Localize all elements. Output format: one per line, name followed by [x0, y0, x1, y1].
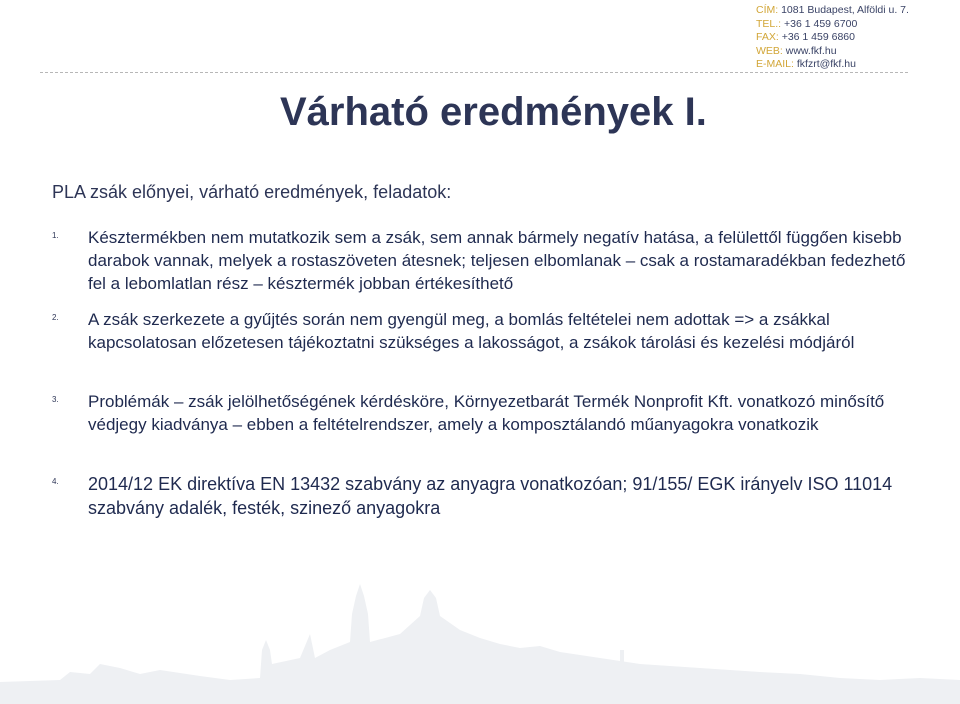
slide-title: Várható eredmények I.	[280, 90, 707, 134]
list-item	[52, 390, 912, 436]
contact-label: TEL.:	[756, 17, 782, 30]
contact-value: +36 1 459 6860	[781, 31, 855, 44]
contact-block	[756, 4, 909, 72]
contact-email	[756, 58, 909, 72]
list-item-text: 2014/12 EK direktíva EN 13432 szabvány az anyagra vonatkozóan; 91/155/ EGK irányelv ISO 11014 szabvány adalék, festék, szinező anyagokra	[88, 474, 893, 518]
list-item-text: Késztermékben nem mutatkozik sem a zsák, sem annak bármely negatív hatása, a felülettől függően kisebb darabok vannak, melyek a rostaszöveten átesnek; teljesen elbomlanak – csak a rostamaradékban fedezhető fel a lebomlatlan rész – késztermék jobban értékesíthető	[88, 228, 906, 293]
contact-label: FAX:	[756, 31, 779, 44]
contact-value: www.fkf.hu	[785, 44, 837, 57]
contact-web	[756, 45, 909, 59]
contact-label: WEB:	[756, 44, 783, 57]
list-item	[52, 308, 912, 354]
contact-value: 1081 Budapest, Alföldi u. 7.	[781, 4, 909, 16]
budapest-skyline-watermark	[0, 554, 960, 704]
list-item-number: 3.	[52, 395, 59, 404]
header-divider	[40, 72, 908, 73]
list-item	[52, 472, 912, 520]
list-item-number: 4.	[52, 477, 59, 486]
contact-value: fkfzrt@fkf.hu	[796, 58, 856, 71]
contact-address	[756, 4, 909, 18]
list-item	[52, 226, 912, 295]
slide-subtitle: PLA zsák előnyei, várható eredmények, feladatok:	[52, 182, 452, 202]
contact-label: CÍM:	[756, 4, 779, 16]
list-item-number: 2.	[52, 313, 59, 322]
contact-phone	[756, 18, 909, 32]
list-item-number: 1.	[52, 231, 59, 240]
list-item-text: Problémák – zsák jelölhetőségének kérdésköre, Környezetbarát Termék Nonprofit Kft. vonatkozó minősítő védjegy kiadványa – ebben a feltételrendszer, amely a komposztálandó műanyagokra vonatkozik	[88, 392, 885, 434]
contact-value: +36 1 459 6700	[784, 17, 858, 30]
list-item-text: A zsák szerkezete a gyűjtés során nem gyengül meg, a bomlás feltételei nem adottak => a zsákkal kapcsolatosan előzetesen tájékoztatni szükséges a lakosságot, a zsákok tárolási és kezelési módjáról	[88, 310, 855, 352]
contact-fax	[756, 31, 909, 45]
contact-label: E-MAIL:	[756, 58, 794, 71]
